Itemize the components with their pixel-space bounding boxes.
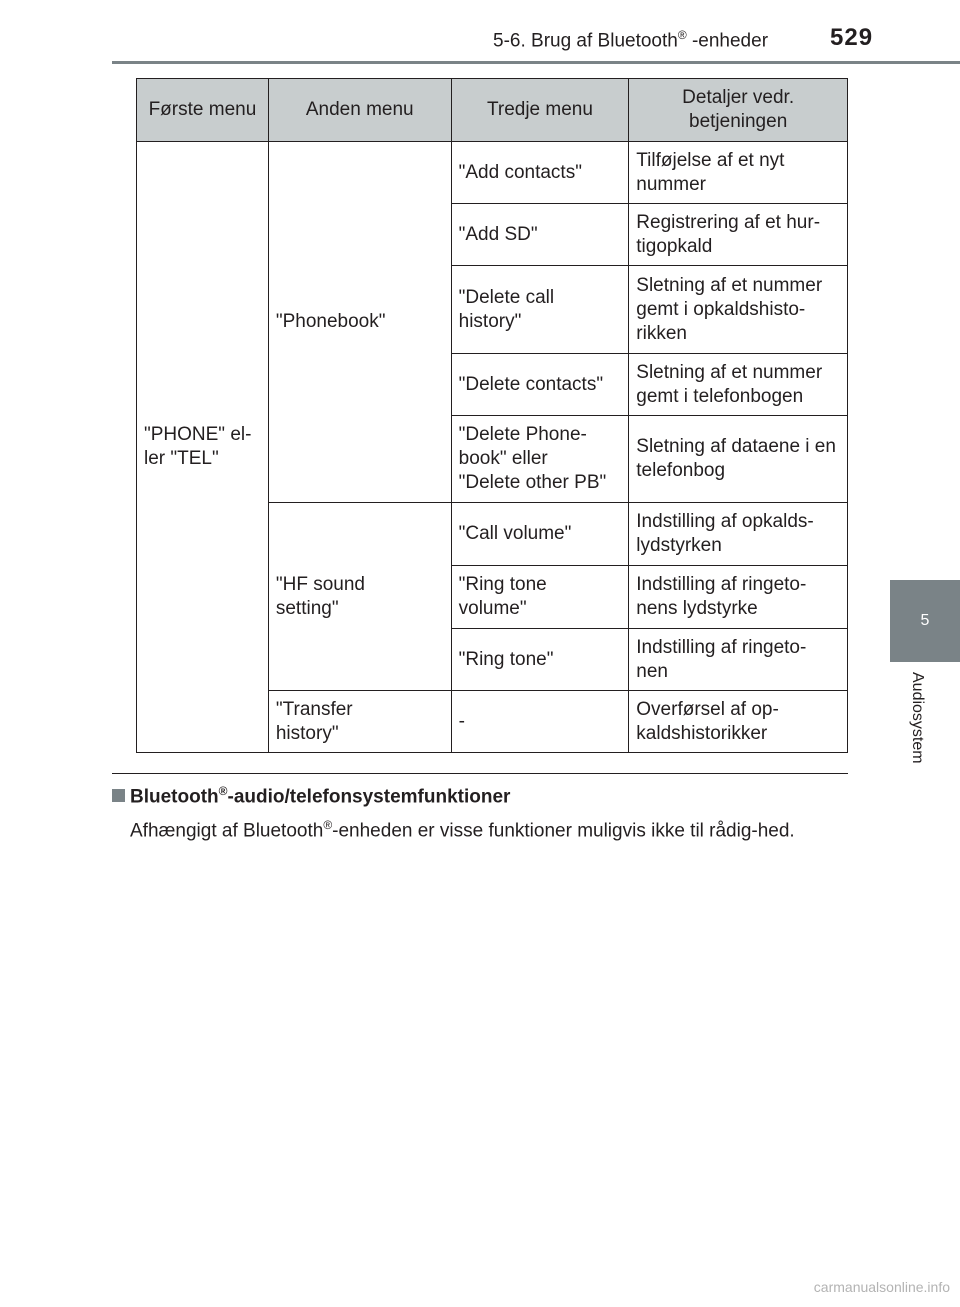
detail-cell: Indstilling af opkalds-lydstyrken — [629, 503, 848, 566]
second-menu-cell: "Transfer history" — [268, 691, 451, 753]
header-rule — [112, 61, 960, 64]
section-divider — [112, 773, 848, 774]
chapter-tab[interactable] — [890, 580, 960, 662]
watermark: carmanualsonline.info — [813, 1279, 950, 1295]
third-menu-cell: "Add SD" — [451, 204, 629, 266]
paragraph-text: Afhængigt af Bluetooth — [130, 820, 324, 842]
detail-cell: Sletning af et nummer gemt i telefonbogen — [629, 354, 848, 416]
header-second-menu: Anden menu — [268, 79, 451, 142]
detail-cell: Indstilling af ringeto-nens lydstyrke — [629, 566, 848, 629]
detail-cell: Overførsel af op-kaldshistorikker — [629, 691, 848, 753]
square-bullet-icon — [112, 789, 125, 802]
section-title-suffix: -enheder — [686, 30, 769, 52]
page-number: 529 — [830, 24, 874, 51]
third-menu-cell: - — [451, 691, 629, 753]
header-first-menu: Første menu — [137, 79, 269, 142]
section-heading-suffix: -audio/telefonsystemfunktioner — [227, 786, 511, 808]
detail-cell: Sletning af dataene i en telefonbog — [629, 416, 848, 503]
third-menu-cell: "Call volume" — [451, 503, 629, 566]
chapter-number: 5 — [920, 612, 930, 629]
detail-cell: Tilføjelse af et nyt nummer — [629, 142, 848, 204]
section-title — [493, 28, 768, 52]
registered-mark: ® — [218, 784, 228, 798]
menu-table — [136, 78, 848, 753]
second-menu-cell: "HF sound setting" — [268, 503, 451, 691]
header-third-menu: Tredje menu — [451, 79, 629, 142]
third-menu-cell: "Ring tone" — [451, 629, 629, 691]
table-header-row — [137, 79, 848, 142]
third-menu-cell: "Delete Phone- book" eller "Delete other PB" — [451, 416, 629, 503]
registered-mark: ® — [677, 28, 687, 42]
second-menu-cell: "Phonebook" — [268, 142, 451, 503]
paragraph-text-suffix: -enheden er visse funktioner muligvis ikke til rådig-hed. — [332, 820, 795, 842]
detail-cell: Sletning af et nummer gemt i opkaldshisto-rikken — [629, 266, 848, 354]
third-menu-cell: "Delete call history" — [451, 266, 629, 354]
section-title-text: 5-6. Brug af Bluetooth — [493, 30, 678, 52]
header-details: Detaljer vedr. betjeningen — [629, 79, 848, 142]
first-menu-cell: "PHONE" el- ler "TEL" — [137, 142, 269, 753]
third-menu-cell: "Add contacts" — [451, 142, 629, 204]
detail-cell: Indstilling af ringeto-nen — [629, 629, 848, 691]
chapter-label: Audiosystem — [909, 672, 926, 764]
section-paragraph — [130, 813, 842, 843]
detail-cell: Registrering af et hur-tigopkald — [629, 204, 848, 266]
section-heading-text: Bluetooth — [130, 786, 219, 808]
third-menu-cell: "Delete contacts" — [451, 354, 629, 416]
registered-mark: ® — [323, 818, 333, 832]
third-menu-cell: "Ring tone volume" — [451, 566, 629, 629]
section-heading — [112, 784, 510, 808]
table-row — [137, 142, 848, 204]
